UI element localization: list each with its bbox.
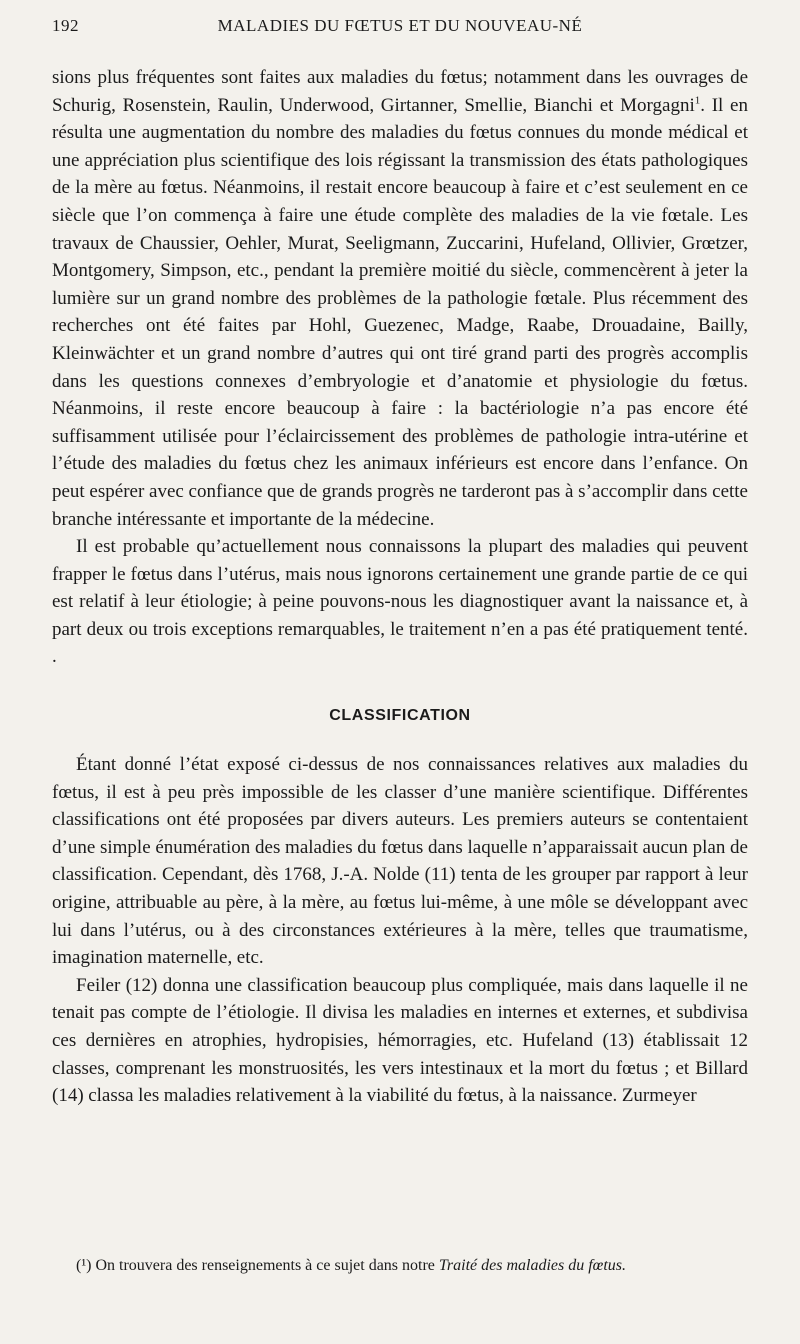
running-head [52, 12, 748, 40]
paragraph-text: sions plus fréquentes sont faites aux maladies du fœtus; notamment dans les ouvrages de Schurig, Rosenstein, Raulin, Underwood, Girtanner, Smellie, Bianchi et Morgagni [52, 67, 748, 116]
main-text [52, 64, 748, 1110]
footnote-title: Traité des maladies du fœtus. [438, 1257, 627, 1274]
footnote-text: On trouvera des renseignements à ce sujet dans notre [95, 1257, 435, 1274]
paragraph: Étant donné l’état exposé ci-dessus de nos connaissances relatives aux maladies du fœtus, il est à peu près impossible de les classer d’une manière scientifique. Différentes classifications ont été proposées par divers auteurs. Les premiers auteurs se contentaient d’une simple énumération des maladies du fœtus dans laquelle n’apparaissait aucun plan de classification. Cependant, dès 1768, J.-A. Nolde (11) tenta de les grouper par rapport à leur origine, attribuable au père, à la mère, au fœtus lui-même, à une môle se développant avec lui dans l’utérus, ou à des circonstances extérieures à la mère, telles que traumatisme, imagination maternelle, etc. [52, 754, 748, 969]
page-number: 192 [52, 16, 79, 35]
paragraph: Il est probable qu’actuellement nous connaissons la plupart des maladies qui peuvent frapper le fœtus dans l’utérus, mais nous ignorons certainement une grande partie de ce qui est relatif à leur étiologie; à peine pouvons-nous les diagnostiquer avant la naissance et, à part deux ou trois exceptions remarquables, le traitement n’en a pas été pratiquement tenté. . [52, 536, 748, 668]
running-title: MALADIES DU FŒTUS ET DU NOUVEAU-NÉ [217, 16, 583, 35]
footnote [76, 1256, 748, 1276]
footnote-marker: 1 [694, 94, 701, 107]
footnote-number: (¹) [76, 1257, 92, 1274]
section-heading: CLASSIFICATION [329, 707, 471, 725]
paragraph-text: . Il en résulta une augmentation du nombre des maladies du fœtus connues du monde médical et une appréciation plus scientifique des lois régissant la transmission des états pathologiques de la mère au fœtus. Néanmoins, il restait encore beaucoup à faire et c’est seulement en ce siècle que l’on commença à faire une étude complète des maladies de la vie fœtale. Les travaux de Chaussier, Oehler, Murat, Seeligmann, Zuccarini, Hufeland, Ollivier, Grœtzer, Montgomery, Simpson, etc., pendant la première moitié du siècle, commencèrent à jeter la lumière sur un grand nombre des problèmes de la pathologie fœtale. Plus récemment des recherches ont été faites par Hohl, Guezenec, Madge, Raabe, Drouadaine, Bailly, Kleinwächter et un grand nombre d’autres qui ont tiré grand parti des progrès accomplis dans les questions connexes d’embryologie et d’anatomie et physiologie du fœtus. Néanmoins, il reste encore beaucoup à faire : la bactériologie n’a pas encore été suffisamment utilisée pour l’éclaircissement des problèmes de pathologie intra-utérine et l’étude des maladies du fœtus chez les animaux inférieurs est encore dans l’enfance. On peut espérer avec confiance que de grands progrès ne tarderont pas à s’accomplir dans cette branche intéressante et importante de la médecine. [52, 94, 748, 530]
paragraph [52, 64, 748, 533]
paragraph: Feiler (12) donna une classification beaucoup plus compliquée, mais dans laquelle il ne tenait pas compte de l’étiologie. Il divisa les maladies en internes et externes, et subdivisa ces dernières en atrophies, hydropisies, hémorragies, etc. Hufeland (13) établissait 12 classes, comprenant les monstruosités, les vers intestinaux et la mort du fœtus ; et Billard (14) classa les maladies relativement à la viabilité du fœtus, à la naissance. Zurmeyer [52, 974, 748, 1107]
